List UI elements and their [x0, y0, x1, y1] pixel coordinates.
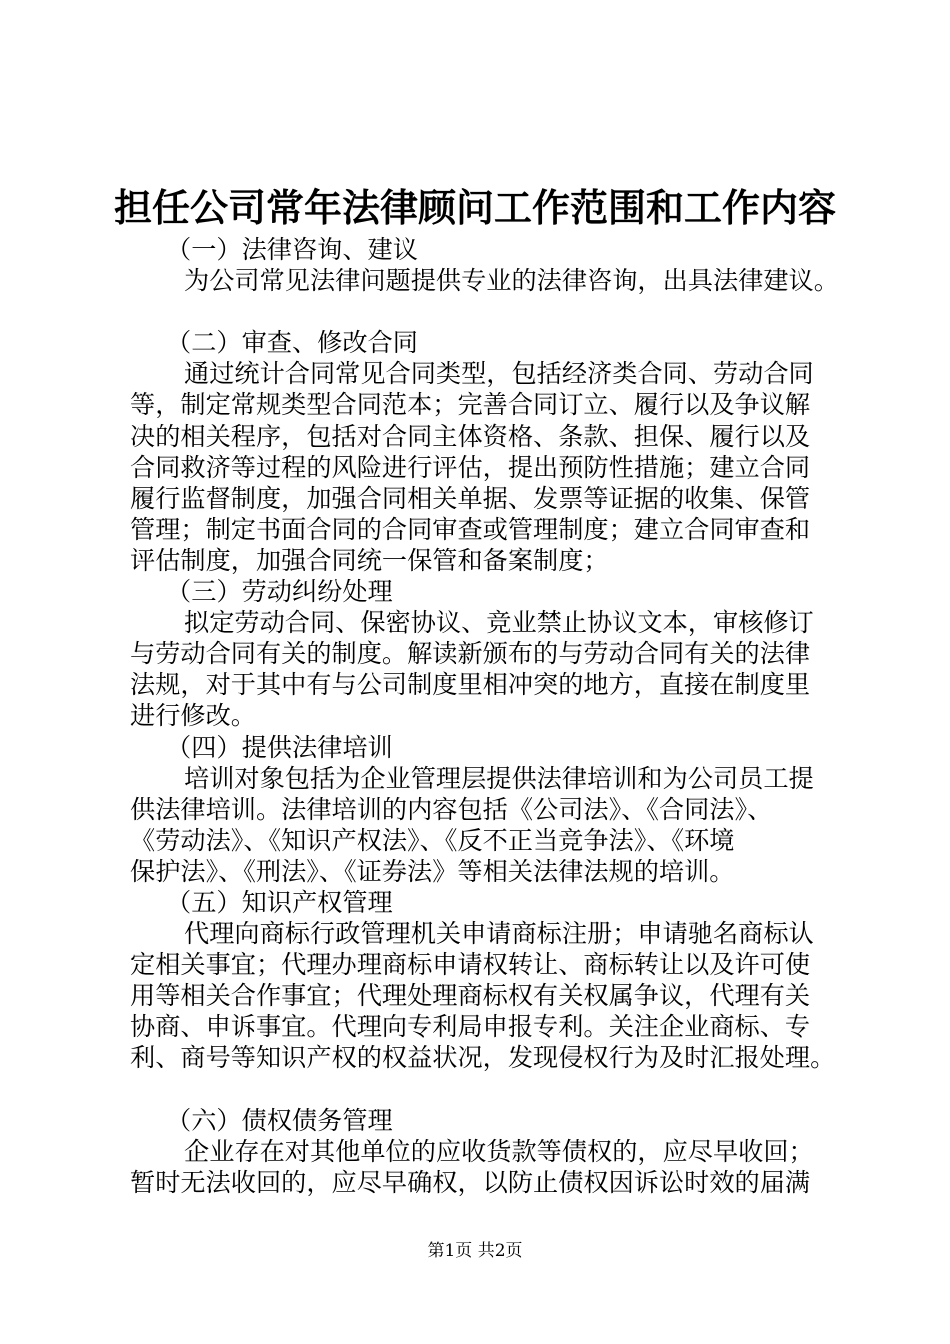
blank-line — [130, 1074, 835, 1105]
document-body — [130, 234, 839, 1198]
paragraph-line: 拟定劳动合同、保密协议、竞业禁止协议文本，审核修订 — [184, 608, 814, 638]
paragraph-line: 合同救济等过程的风险进行评估，提出预防性措施；建立合同 — [130, 452, 811, 482]
paragraph-line: 保护法》、《刑法》、《证券法》等相关法律法规的培训。 — [130, 856, 735, 886]
paragraph-line: 等，制定常规类型合同范本；完善合同订立、履行以及争议解 — [130, 390, 811, 420]
blank-line — [130, 296, 835, 327]
section-heading: （五）知识产权管理 — [166, 887, 393, 917]
paragraph-line: 法规，对于其中有与公司制度里相冲突的地方，直接在制度里 — [130, 670, 811, 700]
paragraph-line: 与劳动合同有关的制度。解读新颁布的与劳动合同有关的法律 — [130, 639, 811, 669]
section-heading: （二）审查、修改合同 — [166, 328, 418, 358]
paragraph-line: 供法律培训。法律培训的内容包括《公司法》、《合同法》、 — [130, 794, 773, 824]
section-heading: （六）债权债务管理 — [166, 1105, 393, 1135]
paragraph-line: 履行监督制度，加强合同相关单据、发票等证据的收集、保管 — [130, 483, 811, 513]
paragraph-line: 评估制度，加强合同统一保管和备案制度； — [130, 545, 609, 575]
paragraph-line: 代理向商标行政管理机关申请商标注册；申请驰名商标认 — [184, 919, 814, 949]
paragraph-line: 培训对象包括为企业管理层提供法律培训和为公司员工提 — [184, 763, 814, 793]
paragraph-line: 利、商号等知识产权的权益状况，发现侵权行为及时汇报处理。 — [130, 1043, 836, 1073]
paragraph-line: 通过统计合同常见合同类型，包括经济类合同、劳动合同 — [184, 359, 814, 389]
section-heading: （三）劳动纠纷处理 — [166, 577, 393, 607]
page-title: 担任公司常年法律顾问工作范围和工作内容 — [113, 185, 836, 230]
paragraph-line: 企业存在对其他单位的应收货款等债权的，应尽早收回； — [184, 1136, 814, 1166]
paragraph-line: 协商、申诉事宜。代理向专利局申报专利。关注企业商标、专 — [130, 1012, 811, 1042]
paragraph-line: 用等相关合作事宜；代理处理商标权有关权属争议，代理有关 — [130, 981, 811, 1011]
paragraph-line: 决的相关程序，包括对合同主体资格、条款、担保、履行以及 — [130, 421, 811, 451]
paragraph-line: 《劳动法》、《知识产权法》、《反不正当竞争法》、《环境 — [130, 825, 735, 855]
paragraph-line: 为公司常见法律问题提供专业的法律咨询，出具法律建议。 — [184, 266, 839, 296]
page-number: 第1页 共2页 — [427, 1241, 523, 1261]
paragraph-line: 定相关事宜；代理办理商标申请权转让、商标转让以及许可使 — [130, 950, 811, 980]
paragraph-line: 进行修改。 — [130, 701, 256, 731]
paragraph-line: 管理；制定书面合同的合同审查或管理制度；建立合同审查和 — [130, 514, 811, 544]
paragraph-line: 暂时无法收回的，应尽早确权，以防止债权因诉讼时效的届满 — [130, 1167, 811, 1197]
section-heading: （一）法律咨询、建议 — [166, 235, 418, 264]
section-heading: （四）提供法律培训 — [166, 732, 393, 762]
